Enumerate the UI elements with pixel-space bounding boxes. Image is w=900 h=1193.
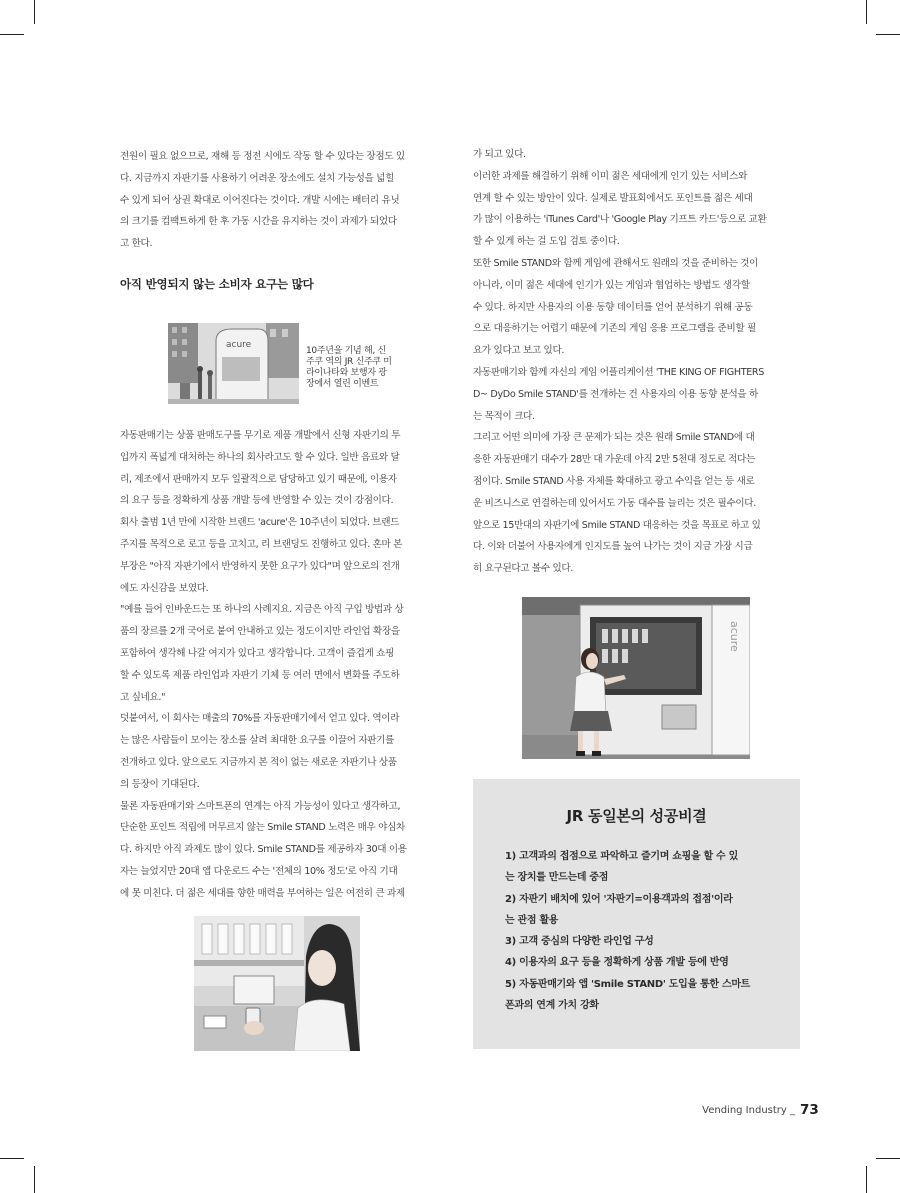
- list-item: 5) 자동판매기와 앱 'Smile STAND' 도입을 통한 스마트: [505, 978, 751, 990]
- event-photo-image: [168, 323, 299, 404]
- vending-machine-photo: [522, 597, 750, 759]
- caption-line: 장에서 열린 이벤트: [306, 379, 379, 389]
- body-line: 으로 대응하기는 어렵기 때문에 기존의 게임 응용 프로그램을 준비할 필: [473, 323, 756, 335]
- body-line: 주지를 목적으로 로고 등을 고치고, 리 브랜딩도 진행하고 있다. 혼마 본: [120, 538, 403, 550]
- body-line: 회사 출범 1년 만에 시작한 브랜드 'acure'은 10주년이 되었다. 브랜드: [120, 517, 400, 529]
- svg-text:acure: acure: [226, 340, 252, 350]
- crop-mark: [0, 34, 24, 35]
- body-line: 자동판매기와 함께 자신의 게임 어플리케이션 'THE KING OF FIGHTERS: [473, 366, 764, 378]
- body-line: 는 목적이 크다.: [473, 410, 535, 422]
- body-line: 단순한 포인트 적립에 머무르지 않는 Smile STAND 노력은 매우 야심차: [120, 822, 405, 834]
- body-line: 자동판매기는 상품 판매도구를 무기로 제품 개발에서 신형 자판기의 투: [120, 430, 401, 441]
- caption-line: 10주년을 기념 해, 신: [306, 346, 386, 356]
- crop-mark: [866, 1166, 867, 1193]
- body-line: 할 수 있게 하는 걸 도입 검토 중이다.: [473, 236, 620, 248]
- left-column-body: [120, 425, 455, 905]
- body-line: 부장은 "아직 자판기에서 반영하지 못한 요구가 있다"며 앞으로의 전개: [120, 560, 400, 572]
- body-line: 전개하고 있다. 앞으로도 지금까지 본 적이 없는 새로운 자판기나 상품: [120, 756, 397, 768]
- body-line: 의 크기를 컴팩트하게 한 후 가동 시간을 유지하는 것이 과제가 되었다: [120, 216, 397, 228]
- body-line: 수 있게 되어 상권 확대로 이어진다는 것이다. 개발 시에는 배터리 유닛: [120, 194, 400, 206]
- body-line: 이러한 과제를 해결하기 위해 이미 젊은 세대에게 인기 있는 서비스와: [473, 170, 747, 182]
- success-factors-box: [473, 779, 800, 1049]
- body-line: 의 등장이 기대된다.: [120, 778, 200, 790]
- body-line: 응한 자동판매기 대수가 28만 대 가운데 아직 2만 5천대 정도로 적다는: [473, 454, 755, 466]
- body-line: 할 수 있도록 제품 라인업과 자판기 기체 등 여러 면에서 변화를 주도하: [120, 669, 400, 681]
- body-line: 에도 자신감을 보였다.: [120, 582, 209, 594]
- list-item: 폰과의 연계 가치 강화: [505, 1000, 599, 1012]
- body-line: 또한 Smile STAND와 함께 게임에 관해서도 원래의 것을 준비하는 것이: [473, 257, 758, 269]
- smartphone-photo: [194, 916, 360, 1051]
- crop-mark: [876, 1158, 900, 1159]
- body-line: 품의 장르를 2개 국어로 붙여 안내하고 있는 정도이지만 라인업 확장을: [120, 626, 400, 638]
- body-line: 그리고 어떤 의미에 가장 큰 문제가 되는 것은 원래 Smile STAND에 대: [473, 432, 755, 444]
- body-line: 전원이 필요 없으므로, 재해 등 정전 시에도 작동 할 수 있다는 장점도 있: [120, 151, 405, 162]
- crop-mark: [866, 0, 867, 24]
- right-column: [473, 144, 803, 580]
- body-line: 다. 하지만 아직 과제도 많이 있다. Smile STAND를 제공하자 30대 이용: [120, 844, 407, 856]
- list-item: 2) 자판기 배치에 있어 '자판기=이용객과의 접점'이라: [505, 893, 733, 905]
- body-line: 자는 늘었지만 20대 앱 다운로드 수는 '전체의 10% 정도'로 아직 기대: [120, 865, 398, 877]
- body-line: 수 있다. 하지만 사용자의 이용 동향 데이터를 얻어 분석하기 위해 공동: [473, 301, 753, 313]
- body-line: 히 요구된다고 볼수 있다.: [473, 563, 573, 575]
- body-line: 요가 있다고 보고 있다.: [473, 345, 565, 357]
- crop-mark: [34, 1166, 35, 1193]
- left-column: [120, 146, 455, 255]
- body-line: 덧붙여서, 이 회사는 매출의 70%를 자동판매기에서 얻고 있다. 역이라: [120, 713, 400, 725]
- list-item: 는 관점 활용: [505, 914, 559, 926]
- body-line: 운 비즈니스로 연결하는데 있어서도 가동 대수를 늘리는 것은 필수이다.: [473, 497, 756, 509]
- box-title: JR 동일본의 성공비결: [566, 807, 707, 825]
- body-line: 가 많이 이용하는 'iTunes Card'나 'Google Play 기프트 카드'등으로 교환: [473, 214, 767, 226]
- body-line: 아니라, 이미 젊은 세대에 인기가 있는 게임과 협업하는 방법도 생각할: [473, 279, 750, 291]
- section-heading: 아직 반영되지 않는 소비자 요구는 많다: [120, 277, 314, 291]
- photo-caption: [306, 346, 402, 390]
- crop-mark: [34, 0, 35, 24]
- body-line: 연계 할 수 있는 방안이 있다. 실제로 발표회에서도 포인트를 젊은 세대: [473, 192, 753, 204]
- list-item: 1) 고객과의 접점으로 파악하고 즐기며 쇼핑을 할 수 있: [505, 851, 738, 862]
- body-line: "예를 들어 인바운드는 또 하나의 사례지요. 지금은 아직 구입 방법과 상: [120, 604, 404, 616]
- body-line: 앞으로 15만대의 자판기에 Smile STAND 대응하는 것을 목표로 하고 있: [473, 519, 761, 531]
- success-factors-list: [505, 846, 750, 1016]
- page-number: 73: [800, 1102, 819, 1118]
- smartphone-photo-image: [194, 916, 360, 1051]
- body-line: 입까지 폭넓게 대처하는 하나의 회사라고도 할 수 있다. 일반 음료와 달: [120, 451, 400, 463]
- body-line: 리, 제조에서 판매까지 모두 일괄적으로 담당하고 있기 때문에, 이용자: [120, 473, 397, 485]
- caption-line: 라이나타와 보행자 광: [306, 368, 387, 378]
- body-line: 포함하여 생각해 나갈 여지가 있다고 생각합니다. 고객이 즐겁게 쇼핑: [120, 647, 394, 659]
- publication-name: Vending Industry _: [702, 1105, 795, 1116]
- body-line: 다. 지금까지 자판기를 사용하기 어려운 장소에도 설치 가능성을 넓힐: [120, 172, 394, 184]
- caption-line: 주쿠 역의 JR 신주쿠 미: [306, 357, 392, 367]
- body-line: 의 요구 등을 정확하게 상품 개발 등에 반영할 수 있는 것이 강점이다.: [120, 495, 394, 507]
- body-line: 에 못 미친다. 더 젊은 세대를 향한 매력을 부여하는 일은 여전히 큰 과제: [120, 887, 405, 899]
- body-line: 고 한다.: [120, 238, 153, 250]
- list-item: 는 장치를 만드는데 중점: [505, 872, 609, 884]
- body-line: 물론 자동판매기와 스마트폰의 연계는 아직 가능성이 있다고 생각하고,: [120, 800, 401, 812]
- body-line: 고 싶네요.": [120, 691, 166, 703]
- list-item: 3) 고객 중심의 다양한 라인업 구성: [505, 936, 654, 948]
- event-photo: [168, 323, 299, 404]
- crop-mark: [0, 1158, 24, 1159]
- vending-machine-photo-image: [522, 597, 750, 759]
- body-line: 점이다. Smile STAND 사용 자체를 확대하고 광고 수익을 얻는 등 새로: [473, 475, 755, 487]
- body-line: 다. 이와 더불어 사용자에게 인지도를 높여 나가는 것이 지금 가장 시급: [473, 541, 753, 553]
- crop-mark: [876, 34, 900, 35]
- body-line: 는 많은 사람들이 모이는 장소를 살려 최대한 요구를 이끌어 자판기를: [120, 735, 394, 747]
- body-line: D~ DyDo Smile STAND'를 전개하는 건 사용자의 이용 동향 분석을 하: [473, 388, 758, 400]
- svg-text:acure: acure: [728, 621, 741, 652]
- body-line: 가 되고 있다.: [473, 149, 526, 160]
- list-item: 4) 이용자의 요구 등을 정확하게 상품 개발 등에 반영: [505, 957, 729, 969]
